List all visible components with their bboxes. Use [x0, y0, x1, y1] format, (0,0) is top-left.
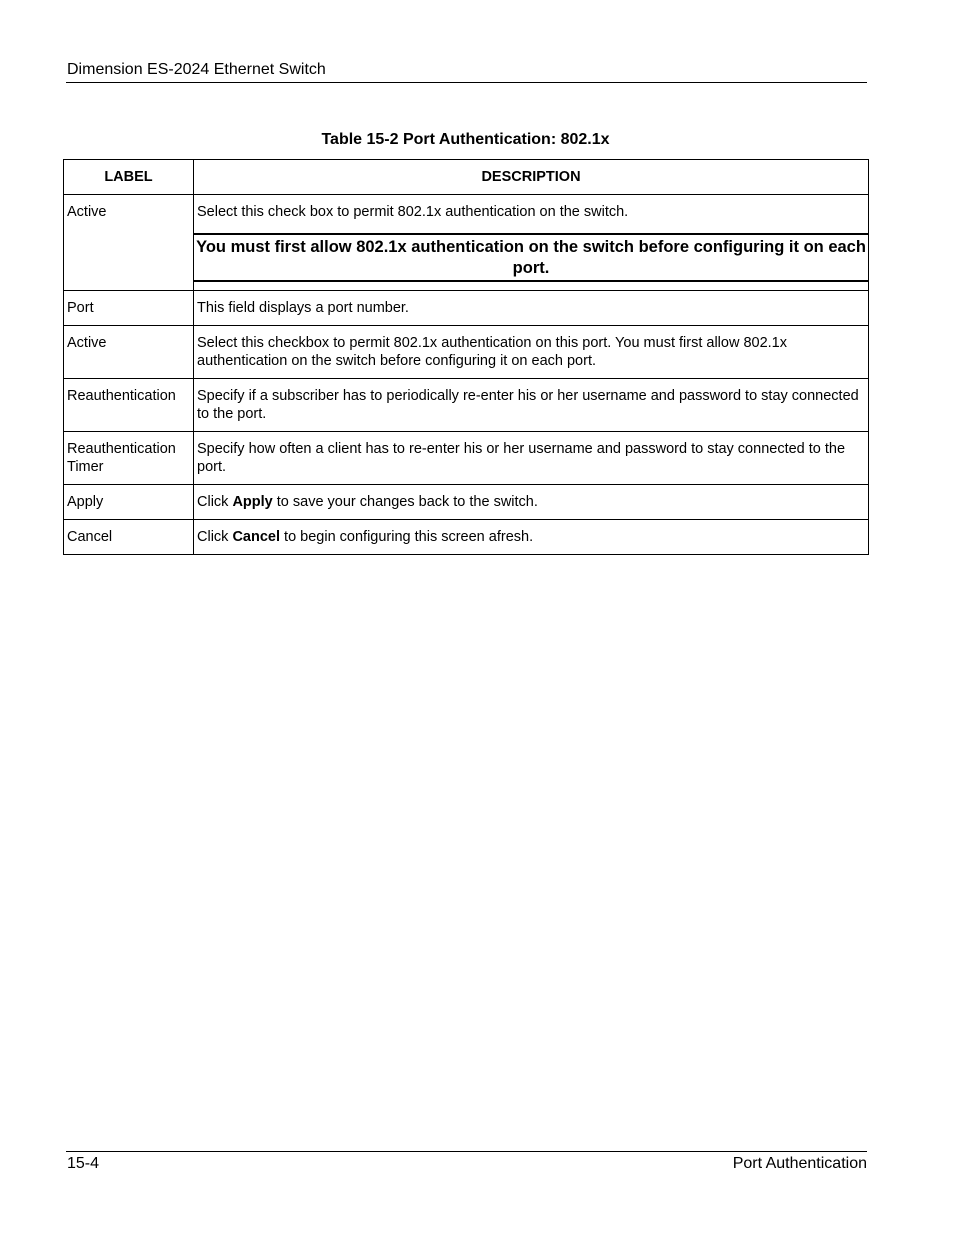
apply-keyword: Apply: [232, 494, 273, 510]
page-number: 15-4: [67, 1155, 100, 1172]
port-authentication-table: [63, 159, 869, 555]
column-header-label: LABEL: [64, 160, 194, 195]
page-footer: [66, 1151, 867, 1174]
description-prefix: Click: [197, 494, 233, 510]
row-description: [194, 195, 869, 291]
cancel-keyword: Cancel: [232, 529, 281, 545]
table-row: [64, 379, 869, 432]
table-row: [64, 195, 869, 291]
row-description: Specify if a subscriber has to periodically re-enter his or her username and password to stay connected to the port.: [194, 379, 869, 432]
page-header: [66, 60, 867, 83]
table-row: [64, 520, 869, 555]
row-label: Active: [64, 195, 194, 291]
table-row: [64, 291, 869, 326]
description-suffix: to begin configuring this screen afresh.: [280, 529, 534, 545]
document-title: Dimension ES-2024 Ethernet Switch: [67, 61, 326, 78]
row-description: [194, 485, 869, 520]
table-row: [64, 485, 869, 520]
row-description: Specify how often a client has to re-enter his or her username and password to stay connected to the port.: [194, 432, 869, 485]
row-label: Active: [64, 326, 194, 379]
row-label: Reauthentication: [64, 379, 194, 432]
column-header-description: DESCRIPTION: [194, 160, 869, 195]
row-description-text: Select this check box to permit 802.1x authentication on the switch.: [197, 204, 629, 220]
section-name: Port Authentication: [732, 1155, 867, 1172]
table-row: [64, 326, 869, 379]
description-prefix: Click: [197, 529, 233, 545]
description-suffix: to save your changes back to the switch.: [272, 494, 538, 510]
row-label: Apply: [64, 485, 194, 520]
row-label: Port: [64, 291, 194, 326]
note-box: You must first allow 802.1x authentication on the switch before configuring it on each port.: [194, 233, 868, 282]
table-row: [64, 432, 869, 485]
table-caption: Table 15-2 Port Authentication: 802.1x: [321, 131, 610, 148]
row-description: This field displays a port number.: [194, 291, 869, 326]
table-header-row: [64, 160, 869, 195]
row-label: Reauthentication Timer: [64, 432, 194, 485]
row-description: [194, 520, 869, 555]
row-description: Select this checkbox to permit 802.1x authentication on this port. You must first allow 802.1x authentication on the switch before configuring it on each port.: [194, 326, 869, 379]
row-label: Cancel: [64, 520, 194, 555]
